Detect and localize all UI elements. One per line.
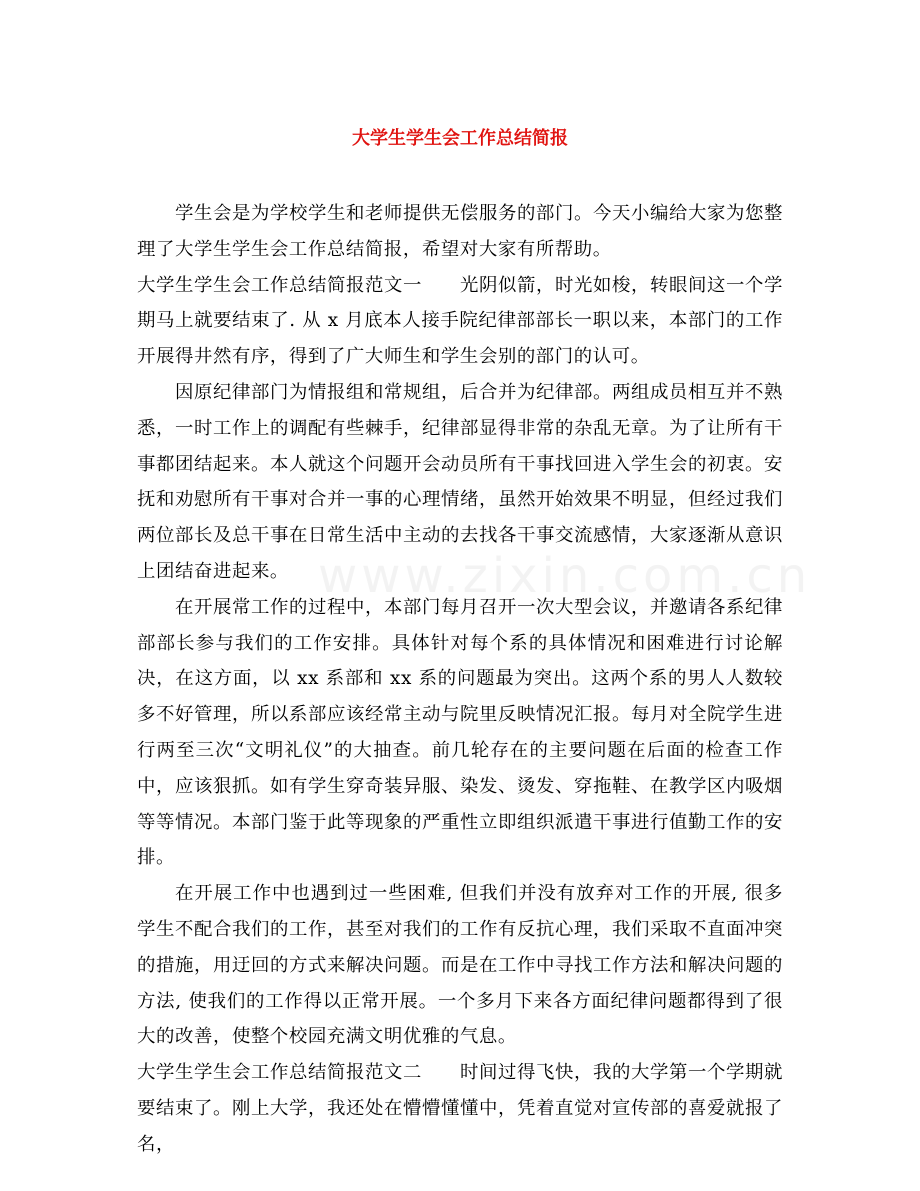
section-2-lead-text: 时间过得飞快，我的大学第一个学期就要结束了。刚上大学，我还处在懵懵懂懂中，凭着直觉对宣传部的喜爱就报了名， bbox=[137, 1062, 783, 1155]
intro-paragraph: 学生会是为学校学生和老师提供无偿服务的部门。今天小编给大家为您整理了大学生学生会工作总结简报，希望对大家有所帮助。 bbox=[137, 203, 783, 260]
section-1-paragraph: 在开展常工作的过程中，本部门每月召开一次大型会议，并邀请各系纪律部部长参与我们的工作安排。具体针对每个系的具体情况和困难进行讨论解决，在这方面，以 xx 系部和 xx 系的问题最为突出。这两个系的男人人数较多不好管理，所以系部应该经常主动与院里反映情况汇报。每月对全院学生进行两至三次“文明礼仪”的大抽查。前几轮存在的主要问题在后面的检查工作中，应该狠抓。如有学生穿奇装异服、染发、烫发、穿拖鞋、在教学区内吸烟等等情况。本部门鉴于此等现象的严重性立即组织派遣干事进行值勤工作的安排。 bbox=[137, 596, 783, 869]
document-body bbox=[137, 196, 783, 1163]
section-1-heading: 大学生学生会工作总结简报范文一 bbox=[137, 274, 422, 296]
section-2-heading: 大学生学生会工作总结简报范文二 bbox=[137, 1062, 422, 1084]
document-title: 大学生学生会工作总结简报 bbox=[352, 128, 568, 149]
section-1-paragraph: 因原纪律部门为情报组和常规组，后合并为纪律部。两组成员相互并不熟悉，一时工作上的调配有些棘手，纪律部显得非常的杂乱无章。为了让所有干事都团结起来。本人就这个问题开会动员所有干事找回进入学生会的初衷。安抚和劝慰所有干事对合并一事的心理情绪，虽然开始效果不明显，但经过我们两位部长及总干事在日常生活中主动的去找各干事交流感情，大家逐渐从意识上团结奋进起来。 bbox=[137, 381, 783, 582]
watermark: www.zixin.com.cn bbox=[318, 548, 812, 604]
section-2-lead-paragraph bbox=[137, 1055, 783, 1162]
section-1-lead-paragraph bbox=[137, 268, 783, 375]
section-1-paragraph: 在开展工作中也遇到过一些困难, 但我们并没有放弃对工作的开展, 很多学生不配合我们的工作，甚至对我们的工作有反抗心理，我们采取不直面冲突的措施，用迂回的方式来解决问题。而是在工作中寻找工作方法和解决问题的方法, 使我们的工作得以正常开展。一个多月下来各方面纪律问题都得到了很大的改善，使整个校园充满文明优雅的气息。 bbox=[137, 883, 783, 1048]
section-1-lead-text: 光阴似箭，时光如梭，转眼间这一个学期马上就要结束了. 从 x 月底本人接手院纪律部部长一职以来，本部门的工作开展得井然有序，得到了广大师生和学生会别的部门的认可。 bbox=[137, 274, 783, 368]
